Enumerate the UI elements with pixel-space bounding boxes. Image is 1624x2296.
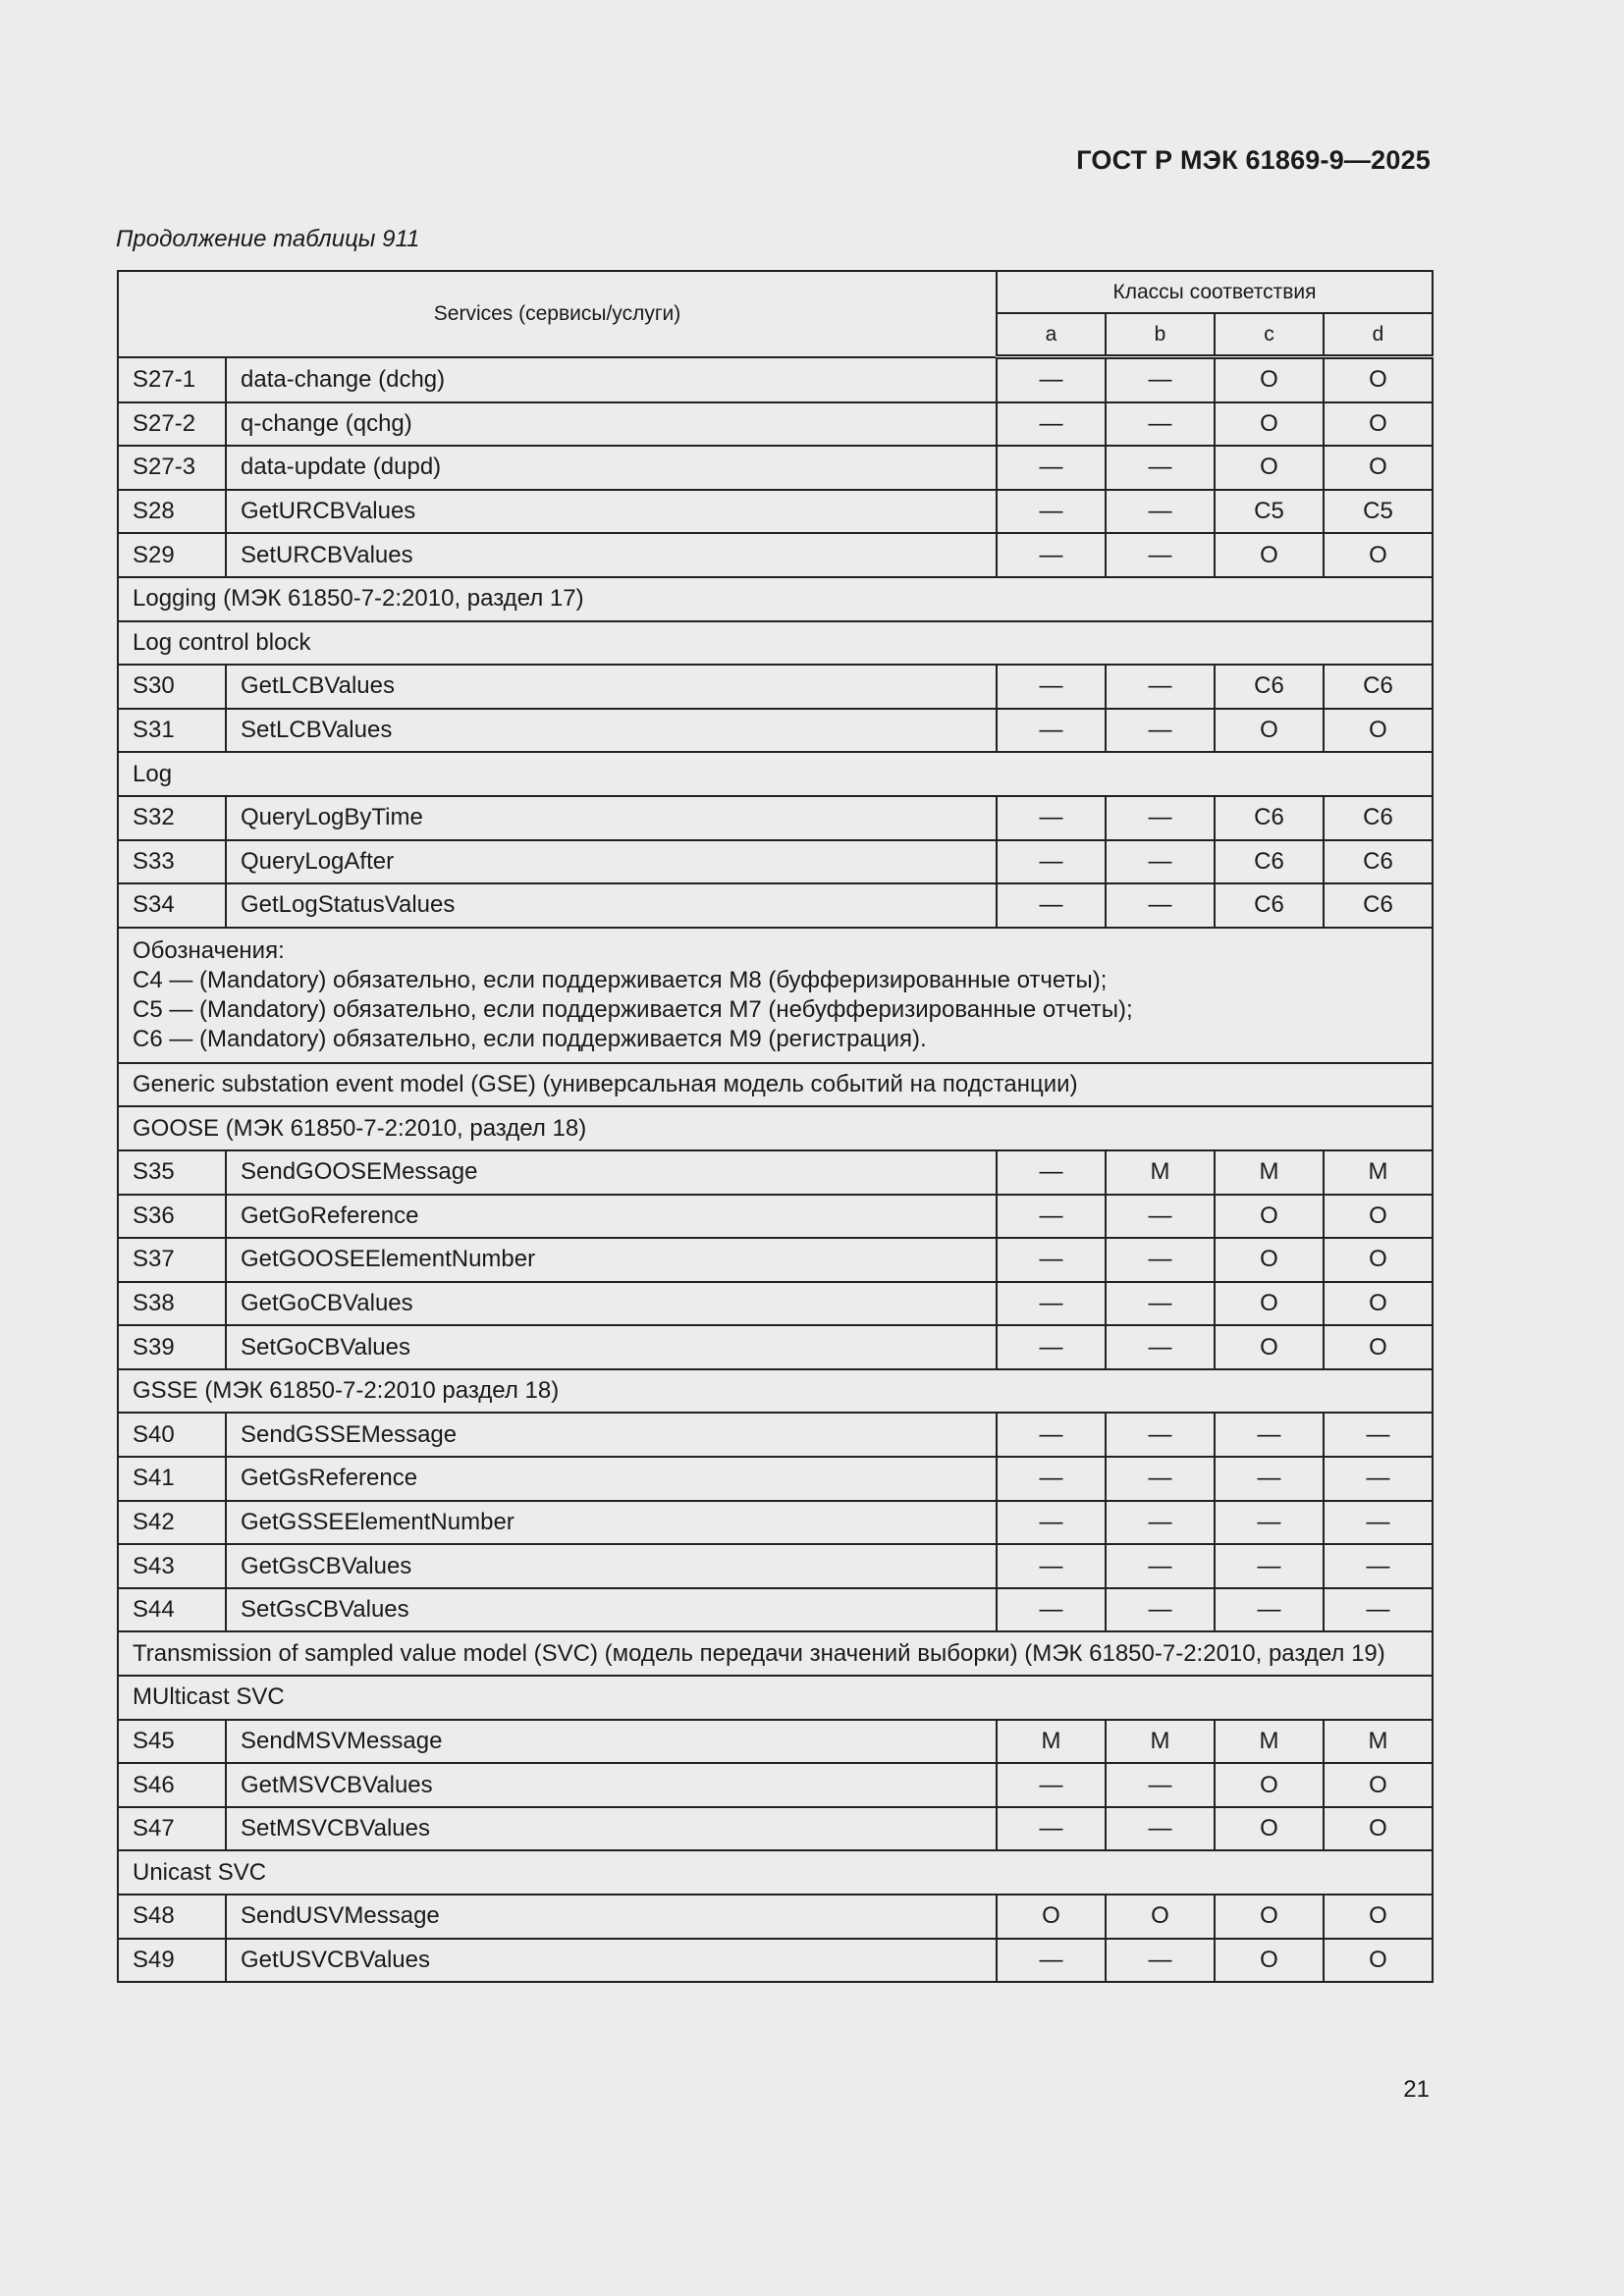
service-code: S40 — [118, 1413, 226, 1457]
class-d-value: O — [1324, 446, 1433, 490]
service-code: S28 — [118, 490, 226, 534]
service-name: SetMSVCBValues — [226, 1807, 997, 1851]
class-a-value: — — [997, 1501, 1106, 1545]
service-code: S32 — [118, 796, 226, 840]
table-row — [118, 1501, 1433, 1545]
class-b-value: — — [1106, 1413, 1215, 1457]
class-a-value: — — [997, 402, 1106, 447]
class-d-value: — — [1324, 1413, 1433, 1457]
section-heading: Transmission of sampled value model (SVC) (модель передачи значений выборки) (МЭК 61850-7-2:2010, раздел 19) — [118, 1631, 1433, 1676]
class-a-value: M — [997, 1720, 1106, 1764]
class-label-c: c — [1215, 313, 1324, 357]
service-name: GetURCBValues — [226, 490, 997, 534]
class-a-value: — — [997, 1413, 1106, 1457]
class-d-value: — — [1324, 1544, 1433, 1588]
service-name: GetUSVCBValues — [226, 1939, 997, 1983]
service-code: S42 — [118, 1501, 226, 1545]
class-d-value: O — [1324, 1807, 1433, 1851]
class-b-value: — — [1106, 883, 1215, 928]
section-row — [118, 1850, 1433, 1895]
class-b-value: — — [1106, 709, 1215, 753]
class-a-value: — — [997, 490, 1106, 534]
class-c-value: — — [1215, 1588, 1324, 1632]
class-a-value: — — [997, 1457, 1106, 1501]
table-row — [118, 796, 1433, 840]
service-code: S27-1 — [118, 357, 226, 402]
section-heading: GOOSE (МЭК 61850-7-2:2010, раздел 18) — [118, 1106, 1433, 1150]
class-c-value: — — [1215, 1457, 1324, 1501]
class-c-value: C6 — [1215, 665, 1324, 709]
class-d-value: O — [1324, 1238, 1433, 1282]
classes-header: Классы соответствия — [997, 271, 1433, 313]
section-heading: Log control block — [118, 621, 1433, 666]
class-b-value: — — [1106, 665, 1215, 709]
section-row — [118, 752, 1433, 796]
class-c-value: O — [1215, 357, 1324, 402]
class-d-value: C6 — [1324, 840, 1433, 884]
class-a-value: — — [997, 1282, 1106, 1326]
class-d-value: M — [1324, 1150, 1433, 1195]
class-label-b: b — [1106, 313, 1215, 357]
section-row — [118, 1631, 1433, 1676]
class-a-value: — — [997, 840, 1106, 884]
legend-line: C4 — (Mandatory) обязательно, если поддерживается M8 (буфферизированные отчеты); — [133, 966, 1108, 993]
service-code: S27-3 — [118, 446, 226, 490]
class-c-value: O — [1215, 1895, 1324, 1939]
service-name: q-change (qchg) — [226, 402, 997, 447]
table-row — [118, 1763, 1433, 1807]
section-row — [118, 1106, 1433, 1150]
class-b-value: — — [1106, 1325, 1215, 1369]
section-heading: Generic substation event model (GSE) (универсальная модель событий на подстанции) — [118, 1063, 1433, 1107]
service-name: GetGoCBValues — [226, 1282, 997, 1326]
class-d-value: M — [1324, 1720, 1433, 1764]
service-name: GetGSSEElementNumber — [226, 1501, 997, 1545]
service-code: S48 — [118, 1895, 226, 1939]
class-d-value: O — [1324, 357, 1433, 402]
class-a-value: — — [997, 357, 1106, 402]
class-d-value: C6 — [1324, 796, 1433, 840]
table-row — [118, 1282, 1433, 1326]
class-c-value: O — [1215, 1807, 1324, 1851]
class-c-value: — — [1215, 1544, 1324, 1588]
class-a-value: — — [997, 1544, 1106, 1588]
service-name: SetLCBValues — [226, 709, 997, 753]
class-c-value: M — [1215, 1720, 1324, 1764]
class-b-value: — — [1106, 1238, 1215, 1282]
table-row — [118, 1939, 1433, 1983]
table-row — [118, 1588, 1433, 1632]
class-c-value: O — [1215, 1195, 1324, 1239]
section-row — [118, 577, 1433, 621]
class-b-value: — — [1106, 533, 1215, 577]
class-d-value: — — [1324, 1588, 1433, 1632]
service-name: SendGSSEMessage — [226, 1413, 997, 1457]
section-row — [118, 621, 1433, 666]
class-a-value: — — [997, 796, 1106, 840]
service-code: S49 — [118, 1939, 226, 1983]
class-label-a: a — [997, 313, 1106, 357]
service-name: SendMSVMessage — [226, 1720, 997, 1764]
class-a-value: — — [997, 1588, 1106, 1632]
class-c-value: C6 — [1215, 840, 1324, 884]
class-c-value: — — [1215, 1413, 1324, 1457]
class-d-value: O — [1324, 1325, 1433, 1369]
class-c-value: O — [1215, 1939, 1324, 1983]
class-label-d: d — [1324, 313, 1433, 357]
legend-line: Обозначения: — [133, 936, 285, 964]
service-code: S44 — [118, 1588, 226, 1632]
class-c-value: M — [1215, 1150, 1324, 1195]
class-d-value: — — [1324, 1457, 1433, 1501]
service-name: GetGOOSEElementNumber — [226, 1238, 997, 1282]
service-name: GetLCBValues — [226, 665, 997, 709]
service-name: SetGoCBValues — [226, 1325, 997, 1369]
service-code: S27-2 — [118, 402, 226, 447]
table-row — [118, 709, 1433, 753]
service-name: data-update (dupd) — [226, 446, 997, 490]
service-name: SendUSVMessage — [226, 1895, 997, 1939]
table-row — [118, 1150, 1433, 1195]
table-caption: Продолжение таблицы 911 — [116, 226, 420, 252]
class-c-value: O — [1215, 533, 1324, 577]
class-b-value: — — [1106, 402, 1215, 447]
service-code: S36 — [118, 1195, 226, 1239]
class-b-value: — — [1106, 446, 1215, 490]
section-row — [118, 1676, 1433, 1720]
class-b-value: — — [1106, 796, 1215, 840]
service-name: data-change (dchg) — [226, 357, 997, 402]
class-c-value: O — [1215, 446, 1324, 490]
class-d-value: O — [1324, 1195, 1433, 1239]
service-code: S30 — [118, 665, 226, 709]
service-code: S47 — [118, 1807, 226, 1851]
document-header: ГОСТ Р МЭК 61869-9—2025 — [1076, 145, 1431, 175]
table-row — [118, 533, 1433, 577]
class-c-value: C6 — [1215, 796, 1324, 840]
section-heading: GSSE (МЭК 61850-7-2:2010 раздел 18) — [118, 1369, 1433, 1414]
class-d-value: O — [1324, 709, 1433, 753]
notes-row — [118, 928, 1433, 1063]
class-d-value: C6 — [1324, 665, 1433, 709]
table-row — [118, 1195, 1433, 1239]
class-d-value: C6 — [1324, 883, 1433, 928]
table-row — [118, 1457, 1433, 1501]
class-c-value: O — [1215, 709, 1324, 753]
service-name: SendGOOSEMessage — [226, 1150, 997, 1195]
table-row — [118, 490, 1433, 534]
table-row — [118, 402, 1433, 447]
table-row — [118, 446, 1433, 490]
section-heading: Log — [118, 752, 1433, 796]
table-row — [118, 840, 1433, 884]
service-code: S35 — [118, 1150, 226, 1195]
service-code: S37 — [118, 1238, 226, 1282]
table-row — [118, 665, 1433, 709]
class-c-value: O — [1215, 1282, 1324, 1326]
service-name: QueryLogByTime — [226, 796, 997, 840]
table-row — [118, 357, 1433, 402]
service-name: SetURCBValues — [226, 533, 997, 577]
class-d-value: C5 — [1324, 490, 1433, 534]
class-b-value: — — [1106, 1588, 1215, 1632]
class-a-value: — — [997, 446, 1106, 490]
table-row — [118, 1720, 1433, 1764]
service-code: S31 — [118, 709, 226, 753]
service-name: GetMSVCBValues — [226, 1763, 997, 1807]
class-d-value: O — [1324, 1939, 1433, 1983]
class-d-value: O — [1324, 1282, 1433, 1326]
service-code: S33 — [118, 840, 226, 884]
service-code: S41 — [118, 1457, 226, 1501]
class-a-value: — — [997, 1195, 1106, 1239]
class-a-value: — — [997, 533, 1106, 577]
service-code: S34 — [118, 883, 226, 928]
class-b-value: — — [1106, 1501, 1215, 1545]
class-c-value: C6 — [1215, 883, 1324, 928]
class-a-value: — — [997, 883, 1106, 928]
table-row — [118, 1895, 1433, 1939]
table-row — [118, 1807, 1433, 1851]
class-b-value: — — [1106, 1939, 1215, 1983]
service-name: GetLogStatusValues — [226, 883, 997, 928]
class-b-value: — — [1106, 840, 1215, 884]
class-b-value: — — [1106, 1807, 1215, 1851]
class-b-value: — — [1106, 1282, 1215, 1326]
class-d-value: O — [1324, 1763, 1433, 1807]
class-a-value: — — [997, 1763, 1106, 1807]
class-a-value: — — [997, 1807, 1106, 1851]
class-c-value: O — [1215, 402, 1324, 447]
class-b-value: — — [1106, 1195, 1215, 1239]
class-a-value: — — [997, 1238, 1106, 1282]
class-c-value: O — [1215, 1763, 1324, 1807]
legend-notes — [118, 928, 1433, 1063]
class-a-value: — — [997, 1939, 1106, 1983]
table-row — [118, 1325, 1433, 1369]
service-name: SetGsCBValues — [226, 1588, 997, 1632]
class-b-value: — — [1106, 357, 1215, 402]
class-c-value: C5 — [1215, 490, 1324, 534]
service-code: S45 — [118, 1720, 226, 1764]
class-d-value: O — [1324, 1895, 1433, 1939]
class-b-value: — — [1106, 490, 1215, 534]
class-a-value: — — [997, 709, 1106, 753]
section-row — [118, 1063, 1433, 1107]
table-body — [118, 357, 1433, 1983]
class-a-value: — — [997, 665, 1106, 709]
class-c-value: O — [1215, 1238, 1324, 1282]
class-b-value: M — [1106, 1720, 1215, 1764]
class-d-value: — — [1324, 1501, 1433, 1545]
class-b-value: M — [1106, 1150, 1215, 1195]
service-name: GetGsCBValues — [226, 1544, 997, 1588]
service-code: S39 — [118, 1325, 226, 1369]
service-code: S46 — [118, 1763, 226, 1807]
service-code: S43 — [118, 1544, 226, 1588]
conformance-table — [117, 270, 1434, 1983]
table-row — [118, 883, 1433, 928]
service-name: GetGsReference — [226, 1457, 997, 1501]
class-b-value: — — [1106, 1763, 1215, 1807]
service-code: S38 — [118, 1282, 226, 1326]
class-a-value: O — [997, 1895, 1106, 1939]
service-name: QueryLogAfter — [226, 840, 997, 884]
class-d-value: O — [1324, 533, 1433, 577]
class-b-value: O — [1106, 1895, 1215, 1939]
legend-line: C5 — (Mandatory) обязательно, если поддерживается M7 (небуфферизированные отчеты); — [133, 995, 1133, 1023]
page-number: 21 — [1403, 2076, 1430, 2103]
class-a-value: — — [997, 1325, 1106, 1369]
section-heading: Logging (МЭК 61850-7-2:2010, раздел 17) — [118, 577, 1433, 621]
class-a-value: — — [997, 1150, 1106, 1195]
service-name: GetGoReference — [226, 1195, 997, 1239]
section-heading: Unicast SVC — [118, 1850, 1433, 1895]
section-row — [118, 1369, 1433, 1414]
services-header: Services (сервисы/услуги) — [118, 271, 997, 357]
service-code: S29 — [118, 533, 226, 577]
table-row — [118, 1413, 1433, 1457]
table-row — [118, 1238, 1433, 1282]
table-row — [118, 1544, 1433, 1588]
class-b-value: — — [1106, 1457, 1215, 1501]
class-b-value: — — [1106, 1544, 1215, 1588]
class-c-value: — — [1215, 1501, 1324, 1545]
legend-line: C6 — (Mandatory) обязательно, если поддерживается M9 (регистрация). — [133, 1025, 927, 1052]
class-c-value: O — [1215, 1325, 1324, 1369]
class-d-value: O — [1324, 402, 1433, 447]
section-heading: MUlticast SVC — [118, 1676, 1433, 1720]
